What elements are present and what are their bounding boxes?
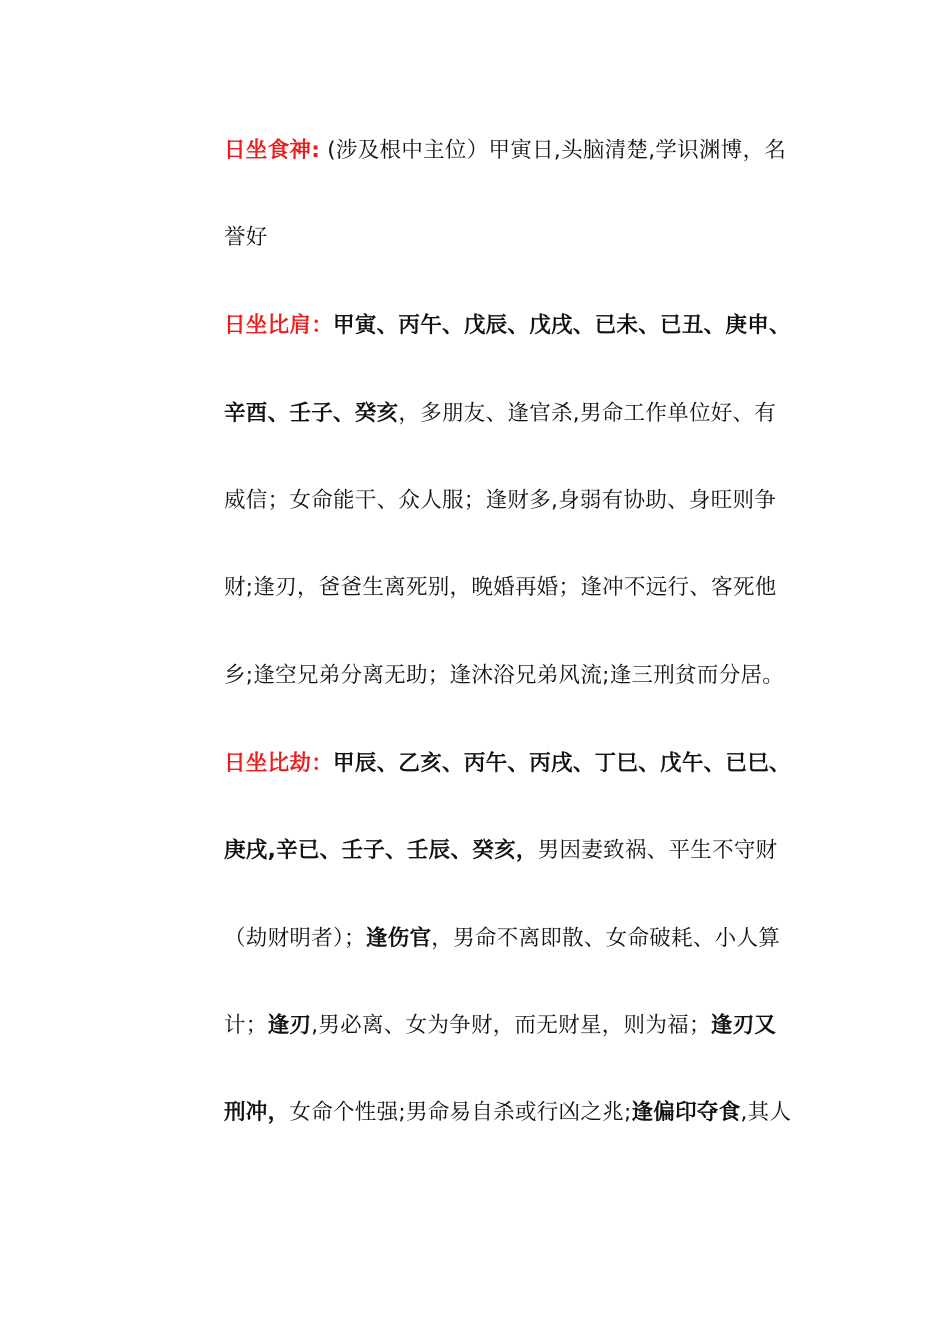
text-run: 乡;逢空兄弟分离无助；逢沐浴兄弟风流;逢三刑贫而分居。: [224, 663, 785, 688]
text-run: 计；: [224, 1013, 268, 1038]
paragraph-line: [224, 1093, 824, 1133]
section-heading-bijian: 日坐比肩：: [224, 313, 334, 338]
text-run-bold: 逢刃: [267, 1013, 312, 1038]
text-run-bold: 刑冲，: [224, 1100, 290, 1125]
text-run-bold: 甲寅、丙午、戊辰、戊戌、已未、已丑、庚申、: [333, 313, 791, 338]
text-run: ，多朋友、逢官杀,男命工作单位好、有: [398, 401, 777, 426]
text-run: (涉及根中主位）甲寅日,头脑清楚,学识渊博，名: [320, 138, 787, 163]
paragraph-line: [224, 306, 824, 346]
paragraph-line: [224, 831, 824, 871]
paragraph-line: [224, 481, 824, 521]
text-run-bold: 逢伤官: [365, 926, 432, 951]
text-run: ,男必离、女为争财，而无财星，则为福；: [311, 1013, 711, 1038]
paragraph-line: [224, 131, 824, 171]
paragraph-line: [224, 1006, 824, 1046]
text-run-bold: 逢刃又: [710, 1013, 777, 1038]
text-run: 男因妻致祸、平生不守财: [537, 838, 778, 863]
section-heading-shishen: 日坐食神:: [224, 138, 321, 163]
text-run: ,其人: [740, 1100, 792, 1125]
paragraph-line: [224, 656, 824, 696]
paragraph-line: [224, 218, 824, 258]
text-run: 女命个性强;男命易自杀或行凶之兆;: [289, 1100, 632, 1125]
section-heading-bijie: 日坐比劫：: [224, 751, 334, 776]
paragraph-line: [224, 919, 824, 959]
paragraph-line: [224, 394, 824, 434]
paragraph-line: [224, 568, 824, 608]
text-run-bold: 逢偏印夺食: [631, 1100, 741, 1125]
text-run-bold: 辛酉、壬子、癸亥: [224, 401, 399, 426]
text-run-bold: 甲辰、乙亥、丙午、丙戌、丁巳、戊午、已巳、: [333, 751, 791, 776]
text-run: 财;逢刃，爸爸生离死别，晚婚再婚；逢冲不远行、客死他: [224, 575, 777, 600]
text-run: ，男命不离即散、女命破耗、小人算: [431, 926, 781, 951]
text-run: 誉好: [224, 225, 268, 250]
text-run: 威信；女命能干、众人服；逢财多,身弱有协助、身旺则争: [224, 488, 777, 513]
text-run: （劫财明者）；: [224, 926, 366, 951]
paragraph-line: [224, 744, 824, 784]
text-run-bold: 庚戌,辛已、壬子、壬辰、癸亥，: [224, 838, 538, 863]
